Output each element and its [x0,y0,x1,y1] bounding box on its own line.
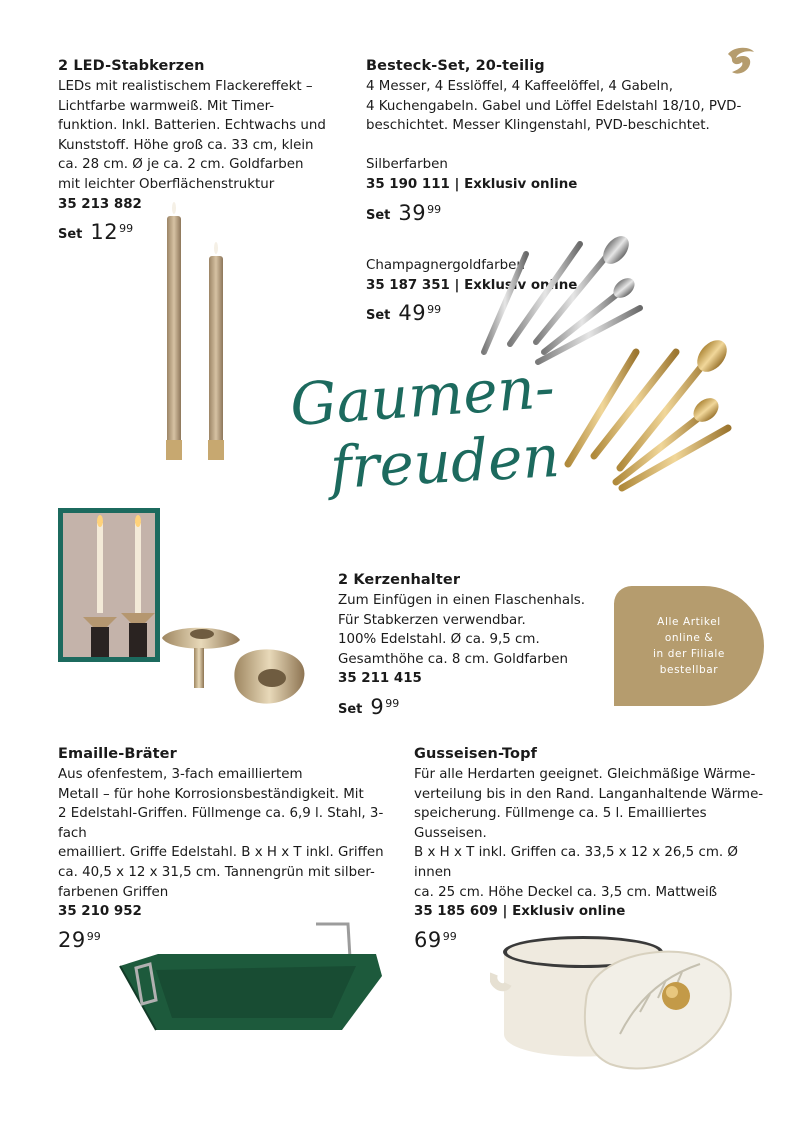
price-unit: Set [366,207,391,223]
variant-color: Champagnergoldfarben [366,258,525,274]
product-title: Emaille-Bräter [58,746,177,762]
badge-line: online & [664,632,714,644]
price-cents: 99 [385,696,400,710]
product-title: Gusseisen-Topf [414,746,537,762]
candle-holders-image [160,618,320,718]
badge-line: bestellbar [659,664,719,676]
price-unit: Set [58,227,83,243]
candle-holders-photo [58,508,160,662]
price-euros: 29 [58,927,86,952]
article-number: 35 210 952 [58,904,142,920]
variant-color: Silberfarben [366,157,448,173]
headline-line2: freuden [328,422,562,502]
price-euros: 39 [398,200,427,225]
price-cents: 99 [427,303,442,317]
product-description: Für alle Herdarten geeignet. Gleichmäßige Wärme- verteilung bis in den Rand. Langanhaltende Wärme- speicherung. Füllmenge ca. 5 l. Emailliertes Gusseisen. B x H x T inkl. Griffen ca. 33,5 x 12 x 26,5 cm. Ø innen ca. 25 cm. Höhe Deckel ca. 3,5 cm. Mattweiß [414,767,764,900]
product-candle-holders [338,572,618,719]
price-unit: Set [338,701,363,717]
article-number: 35 187 351 | Exklusiv online [366,277,578,293]
article-number: 35 190 111 | Exklusiv online [366,176,578,192]
price-euros: 69 [414,927,442,952]
price-cents: 99 [427,202,442,216]
price-euros: 49 [398,301,427,326]
headline-line1: Gaumen- [287,352,557,440]
cast-iron-pot-image [490,914,750,1084]
price-euros: 12 [90,220,119,245]
price [338,695,618,719]
product-description: 4 Messer, 4 Esslöffel, 4 Kaffeelöffel, 4 Gabeln, 4 Kuchengabeln. Gabel und Löffel Edelstahl 18/10, PVD- beschichtet. Messer Klingenstahl, PVD-beschichtet. [366,79,742,134]
led-candles-image [150,198,240,468]
price-cents: 99 [119,222,134,236]
price-cents: 99 [86,929,101,943]
price [366,201,746,225]
product-description: LEDs mit realistischem Flackereffekt – Lichtfarbe warmweiß. Mit Timer- funktion. Inkl. Batterien. Echtwachs und Kunststoff. Höhe groß ca. 33 cm, klein ca. 28 cm. Ø je ca. 2 cm. Goldfarben mit leichter Oberflächenstruktur [58,79,326,192]
product-title: 2 Kerzenhalter [338,572,461,588]
enamel-roaster-image [116,918,386,1038]
price-unit: Set [366,308,391,324]
variant-silver [366,136,746,195]
product-description: Zum Einfügen in einen Flaschenhals. Für Stabkerzen verwendbar. 100% Edelstahl. Ø ca. 9,5 cm. Gesamthöhe ca. 8 cm. Goldfarben [338,593,586,667]
price-cents: 99 [442,929,457,943]
badge-line: Alle Artikel [657,616,721,628]
article-number: 35 185 609 | Exklusiv online [414,904,626,920]
product-title: 2 LED-Stabkerzen [58,58,205,74]
article-number: 35 211 415 [338,671,422,687]
product-description: Aus ofenfestem, 3-fach emailliertem Metall – für hohe Korrosionsbeständigkeit. Mit 2 Edelstahl-Griffen. Füllmenge ca. 6,9 l. Stahl, 3-fach emailliert. Griffe Edelstahl. B x H x T inkl. Griffen ca. 40,5 x 12 x 31,5 cm. Tannengrün mit silber- farbenen Griffen [58,767,384,900]
price-euros: 9 [370,694,385,719]
badge-line: in der Filiale [653,648,725,660]
article-number: 35 213 882 [58,196,142,212]
product-title: Besteck-Set, 20-teilig [366,58,545,74]
availability-badge [614,586,764,706]
